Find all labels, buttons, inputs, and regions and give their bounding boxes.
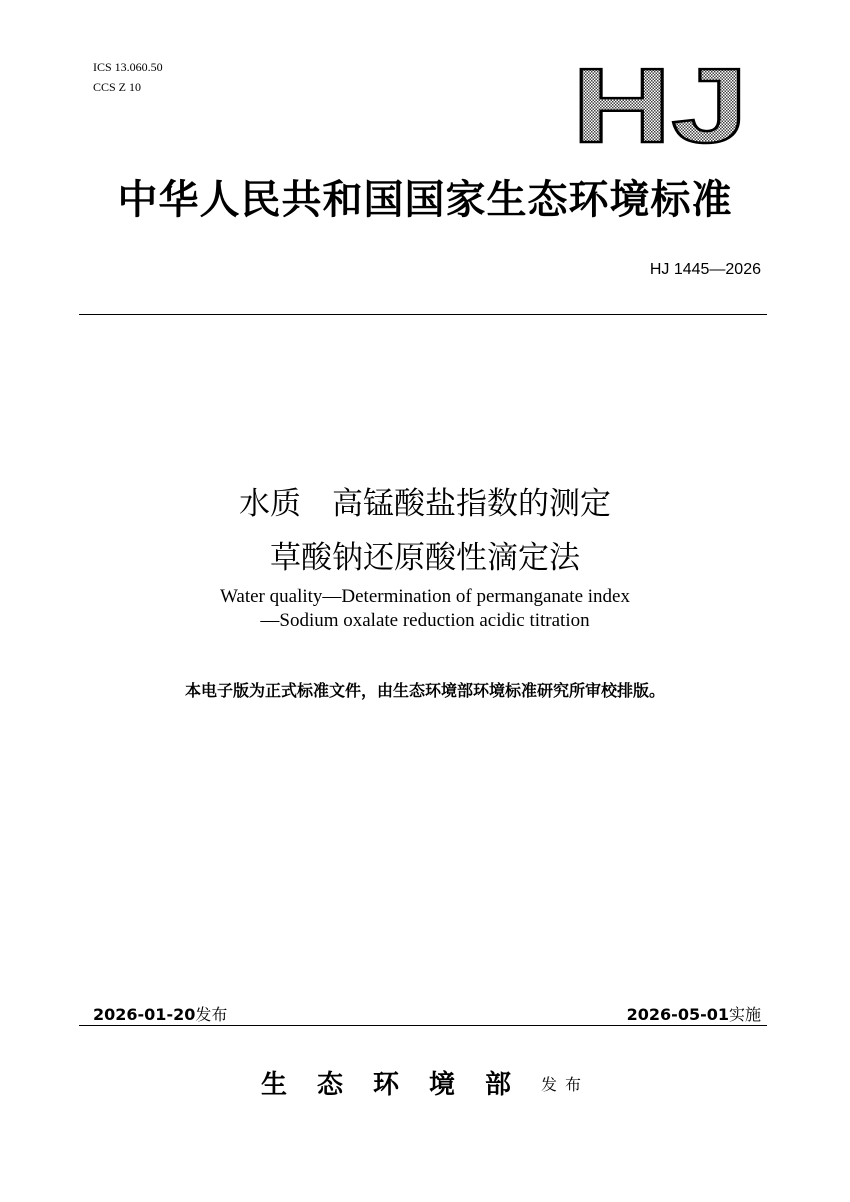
standard-number: HJ 1445—2026 <box>649 261 761 278</box>
hj-logo-text: HJ <box>572 62 748 148</box>
issue-label: 发布 <box>195 1005 228 1024</box>
edition-notice: 本电子版为正式标准文件，由生态环境部环境标准研究所审校排版。 <box>184 681 665 700</box>
ccs-code: CCS Z 10 <box>93 80 142 94</box>
title-cn-line1: 水质 高锰酸盐指数的测定 <box>239 486 611 522</box>
title-en-line2: —Sodium oxalate reduction acidic titration <box>260 610 590 631</box>
implement-date: 2026-05-01 <box>626 1005 729 1024</box>
implement-date-block <box>627 1002 761 1025</box>
ics-code: ICS 13.060.50 <box>93 60 163 74</box>
classification-codes <box>93 57 163 97</box>
bottom-divider <box>79 1025 767 1026</box>
title-en-line1: Water quality—Determination of permanganate index <box>220 586 630 607</box>
top-divider <box>79 314 767 315</box>
hj-logo <box>570 62 750 148</box>
issuer-line <box>0 1064 850 1101</box>
issuer-name: 生态环境部 <box>260 1070 541 1100</box>
issue-date-block <box>93 1002 227 1025</box>
issue-date: 2026-01-20 <box>93 1005 196 1024</box>
implement-label: 实施 <box>728 1005 761 1024</box>
main-title: 中华人民共和国国家生态环境标准 <box>117 176 733 223</box>
title-cn-line2: 草酸钠还原酸性滴定法 <box>270 540 580 576</box>
issuer-suffix: 发布 <box>541 1075 590 1094</box>
